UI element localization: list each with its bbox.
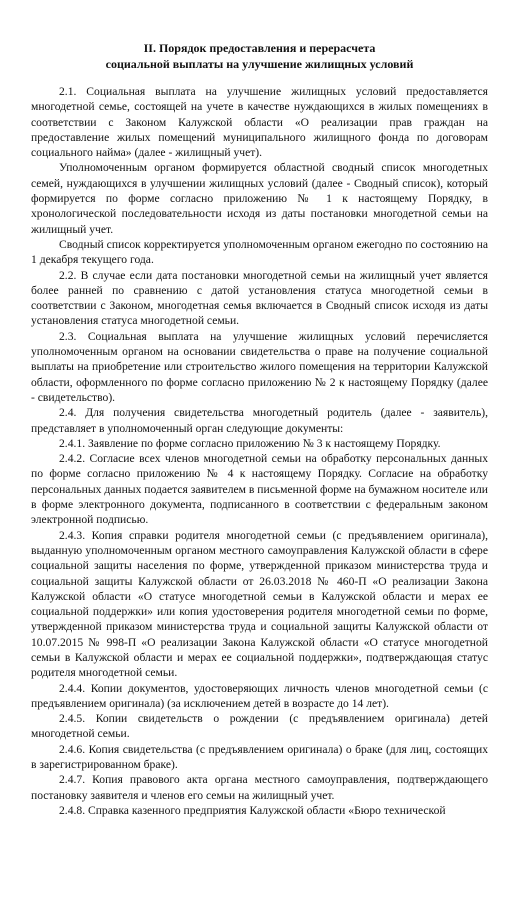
paragraph-consolidated-list-formation: Уполномоченным органом формируется областной сводный список многодетных семей, нуждающихся в улучшении жилищных условий (далее - Сводный список), который формируется по форме согласно приложению № 1 к настоящему Порядку, в хронологической последовательности исходя из даты постановки многодетной семьи на жилищный учет. bbox=[31, 161, 488, 236]
paragraph-2-4-7: 2.4.7. Копия правового акта органа местного самоуправления, подтверждающего постановку заявителя и членов его семьи на жилищный учет. bbox=[31, 773, 488, 802]
paragraph-consolidated-list-correction: Сводный список корректируется уполномоченным органом ежегодно по состоянию на 1 декабря текущего года. bbox=[31, 237, 488, 267]
paragraph-2-2: 2.2. В случае если дата постановки многодетной семьи на жилищный учет является более ранней по сравнению с датой установления статуса многодетной семьи в соответствии с Законом, многодетная семья включается в Сводный список исходя из даты установления статуса многодетной семьи. bbox=[31, 268, 488, 328]
paragraph-2-4-4: 2.4.4. Копии документов, удостоверяющих личность членов многодетной семьи (с предъявлением оригинала) (за исключением детей в возрасте до 14 лет). bbox=[31, 681, 488, 710]
paragraph-2-4-5: 2.4.5. Копии свидетельств о рождении (с предъявлением оригинала) детей многодетной семьи. bbox=[31, 712, 488, 741]
paragraph-2-4-8: 2.4.8. Справка казенного предприятия Калужской области «Бюро технической bbox=[59, 803, 446, 817]
paragraph-2-4-1: 2.4.1. Заявление по форме согласно приложению № 3 к настоящему Порядку. bbox=[59, 436, 441, 450]
section-title-line-2: социальной выплаты на улучшение жилищных условий bbox=[105, 57, 414, 71]
paragraph-2-4: 2.4. Для получения свидетельства многодетный родитель (далее - заявитель), представляет в уполномоченный орган следующие документы: bbox=[31, 406, 488, 435]
paragraph-2-3: 2.3. Социальная выплата на улучшение жилищных условий перечисляется уполномоченным органом на основании свидетельства о праве на получение социальной выплаты на приобретение или строительство жилого помещения на территории Калужской области, оформленного по форме согласно приложению № 2 к настоящему Порядку (далее - свидетельство). bbox=[31, 329, 488, 404]
paragraph-2-4-2: 2.4.2. Согласие всех членов многодетной семьи на обработку персональных данных по форме согласно приложению № 4 к настоящему Порядку. Согласие на обработку персональных данных подается заявителем в письменной форме на бумажном носителе или в форме электронного документа, подписанного в соответствии с федеральным законом электронной подписью. bbox=[31, 452, 488, 527]
paragraph-2-4-3: 2.4.3. Копия справки родителя многодетной семьи (с предъявлением оригинала), выданную уполномоченным органом местного самоуправления Калужской области в сфере социальной защиты населения по форме, утвержденной приказом министерства труда и социальной защиты Калужской области от 26.03.2018 № 460-П «О реализации Закона Калужской области «О статусе многодетной семьи в Калужской области и мерах ее социальной поддержки» или копия удостоверения родителя многодетной семьи по форме, утвержденной приказом министерства труда и социальной защиты Калужской области от 10.07.2015 № 998-П «О реализации Закона Калужской области «О статусе многодетной семьи в Калужской области и мерах ее социальной поддержки», подтверждающая статус родителя многодетной семьи. bbox=[31, 528, 488, 680]
paragraph-2-4-6: 2.4.6. Копия свидетельства (с предъявлением оригинала) о браке (для лиц, состоящих в зарегистрированном браке). bbox=[31, 742, 488, 772]
section-title bbox=[31, 40, 488, 72]
section-title-line-1: II. Порядок предоставления и перерасчета bbox=[143, 41, 376, 55]
paragraph-2-1: 2.1. Социальная выплата на улучшение жилищных условий предоставляется многодетной семье, состоящей на учете в качестве нуждающихся в жилых помещениях в соответствии с Законом Калужской области «О реализации прав граждан на предоставление жилых помещений муниципального жилищного фонда по договорам социального найма» (далее - жилищный учет). bbox=[31, 85, 488, 160]
